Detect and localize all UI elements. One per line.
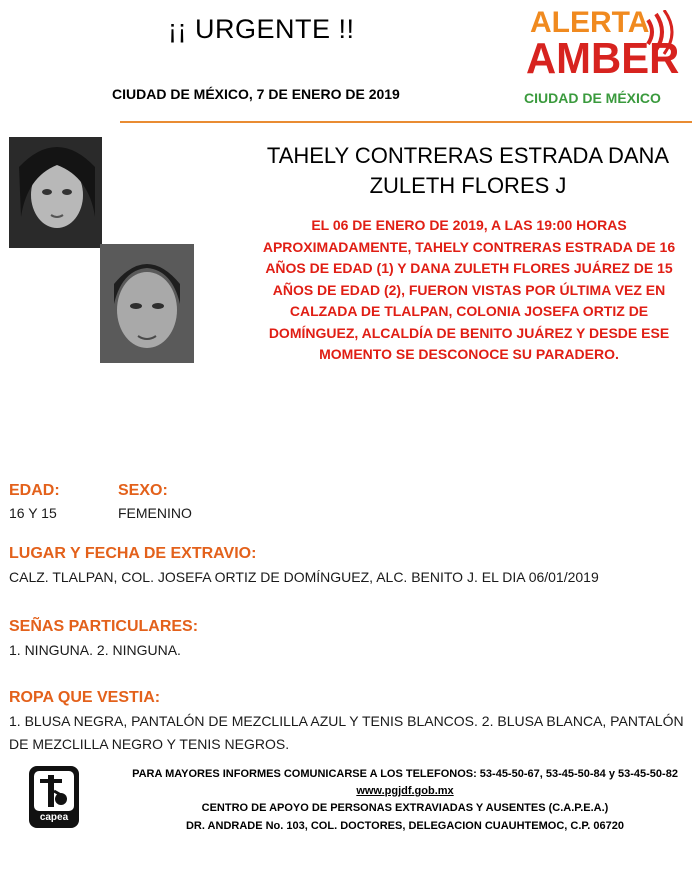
footer-center-name: CENTRO DE APOYO DE PERSONAS EXTRAVIADAS Y AUSENTES (C.A.P.E.A.) <box>201 802 609 814</box>
footer-address: DR. ANDRADE No. 103, COL. DOCTORES, DELEGACION CUAUHTEMOC, C.P. 06720 <box>185 820 625 832</box>
capea-logo-text: capea <box>39 812 69 823</box>
narrative-line: APROXIMADAMENTE, TAHELY CONTRERAS ESTRADA DE 16 <box>262 238 676 255</box>
alerta-amber-logo <box>522 6 684 110</box>
missing-person-photo-2 <box>100 244 194 363</box>
missing-person-photo-1 <box>9 137 102 248</box>
narrative-line: EL 06 DE ENERO DE 2019, A LAS 19:00 HORAS <box>311 217 627 233</box>
lugar-value: CALZ. TLALPAN, COL. JOSEFA ORTIZ DE DOMÍNGUEZ, ALC. BENITO J. EL DIA 06/01/2019 <box>9 569 599 585</box>
names-line-1: TAHELY CONTRERAS ESTRADA DANA <box>266 143 670 168</box>
sexo-value: FEMENINO <box>118 505 192 521</box>
sexo-label: SEXO: <box>118 482 168 499</box>
narrative-line: AÑOS DE EDAD (2), FUERON VISTAS POR ÚLTIMA VEZ EN <box>272 281 666 298</box>
senas-value: 1. NINGUNA. 2. NINGUNA. <box>9 642 181 658</box>
dateline: CIUDAD DE MÉXICO, 7 DE ENERO DE 2019 <box>112 86 400 102</box>
edad-value: 16 Y 15 <box>9 505 57 521</box>
header-divider <box>120 121 692 123</box>
logo-amber-text: AMBER <box>526 34 680 83</box>
narrative-line: DOMÍNGUEZ, ALCALDÍA DE BENITO JUÁREZ Y DESDE ESE <box>268 324 670 341</box>
footer-contact-info: PARA MAYORES INFORMES COMUNICARSE A LOS TELEFONOS: 53-45-50-67, 53-45-50-84 y 53-45-50-82 <box>132 768 678 780</box>
narrative-line: CALZADA DE TLALPAN, COLONIA JOSEFA ORTIZ DE <box>289 303 649 319</box>
signal-waves-icon <box>642 10 682 60</box>
senas-label: SEÑAS PARTICULARES: <box>9 618 199 635</box>
ropa-value-line-1: 1. BLUSA NEGRA, PANTALÓN DE MEZCLILLA AZUL Y TENIS BLANCOS. 2. BLUSA BLANCA, PANTALÓN <box>9 713 684 729</box>
edad-label: EDAD: <box>9 482 60 499</box>
names-line-2: ZULETH FLORES J <box>369 173 567 198</box>
ropa-value-line-2: DE MEZCLILLA NEGRO Y TENIS NEGROS. <box>9 736 290 752</box>
narrative-line: AÑOS DE EDAD (1) Y DANA ZULETH FLORES JUÁREZ DE 15 <box>265 260 673 276</box>
lugar-label: LUGAR Y FECHA DE EXTRAVIO: <box>9 545 257 562</box>
logo-alerta-text: ALERTA <box>530 6 650 39</box>
narrative-line: MOMENTO SE DESCONOCE SU PARADERO. <box>319 346 619 362</box>
ropa-label: ROPA QUE VESTIA: <box>9 689 161 706</box>
urgent-title: ¡¡ URGENTE !! <box>168 14 355 44</box>
logo-city-text: CIUDAD DE MÉXICO <box>524 90 661 106</box>
footer-website-link[interactable]: www.pgjdf.gob.mx <box>356 785 454 797</box>
capea-logo <box>28 765 80 829</box>
missing-persons-names <box>252 141 684 201</box>
incident-narrative <box>240 215 698 366</box>
